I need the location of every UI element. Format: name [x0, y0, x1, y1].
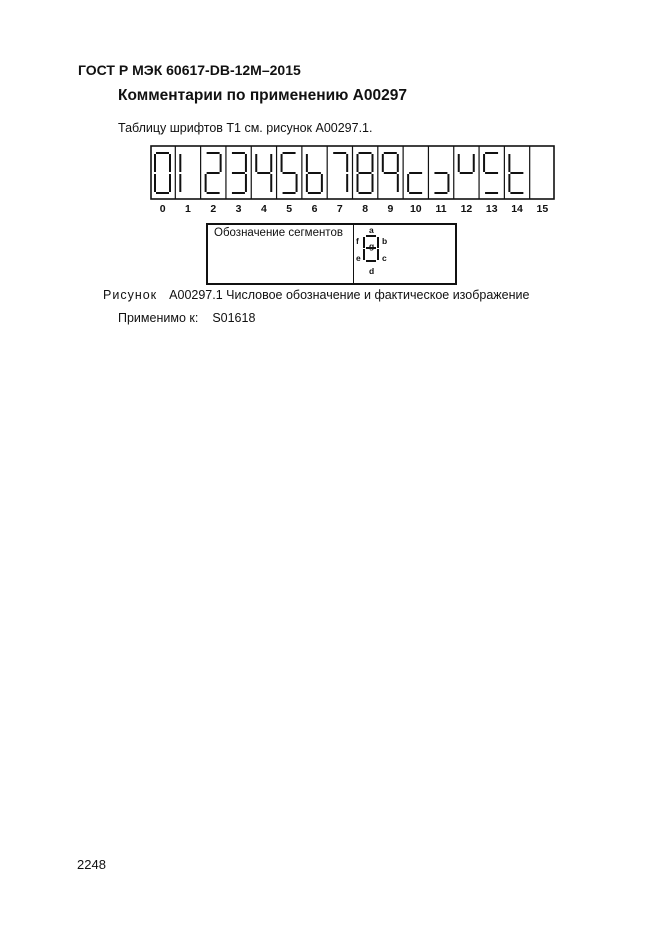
segment-legend — [206, 223, 457, 285]
digit-8-segment-g — [359, 172, 372, 174]
digit-13-segment-g — [485, 172, 498, 174]
applicability-label: Применимо к: — [118, 311, 199, 325]
digit-8-segment-a — [359, 152, 372, 154]
digit-2-segment-e — [205, 174, 207, 192]
digit-3-segment-a — [232, 152, 245, 154]
digit-5-segment-a — [283, 152, 296, 154]
digit-9-segment-g — [384, 172, 397, 174]
digit-14-segment-d — [510, 192, 523, 194]
digit-label: 13 — [485, 203, 498, 215]
digit-label: 2 — [210, 203, 217, 215]
digit-7-segment-a — [333, 152, 346, 154]
digit-3-segment-d — [232, 192, 245, 194]
digit-6-segment-e — [306, 174, 308, 192]
digit-label: 10 — [409, 203, 422, 215]
digit-label: 8 — [362, 203, 369, 215]
intro-text: Таблицу шрифтов Т1 см. рисунок A00297.1. — [118, 121, 373, 135]
digit-3-segment-b — [245, 154, 247, 172]
digit-8-segment-c — [372, 174, 374, 192]
digit-2-segment-a — [207, 152, 220, 154]
digit-14-segment-g — [510, 172, 523, 174]
digit-2-segment-b — [220, 154, 222, 172]
digit-7-segment-b — [346, 154, 348, 172]
digit-14-segment-e — [508, 174, 510, 192]
segment-label-e: e — [356, 253, 361, 263]
digit-4-segment-f — [255, 154, 257, 172]
digit-1-segment-f — [179, 154, 181, 172]
digit-13-segment-d — [485, 192, 498, 194]
section-title: Комментарии по применению A00297 — [118, 87, 407, 104]
digit-7-segment-c — [346, 174, 348, 192]
digit-2-segment-g — [207, 172, 220, 174]
segment-label-c: c — [382, 253, 387, 263]
digit-5-segment-f — [281, 154, 283, 172]
digit-label: 5 — [286, 203, 293, 215]
legend-caption: Обозначение сегментов — [214, 227, 343, 239]
digit-8-segment-d — [359, 192, 372, 194]
digit-3-segment-c — [245, 174, 247, 192]
digit-9-segment-c — [397, 174, 399, 192]
font-table-digits — [150, 145, 555, 200]
digit-10-segment-d — [409, 192, 422, 194]
segment-label-a: a — [369, 225, 374, 235]
digit-4-segment-b — [270, 154, 272, 172]
digit-3-segment-g — [232, 172, 245, 174]
digit-label: 0 — [159, 203, 166, 215]
digit-10-segment-e — [407, 174, 409, 192]
applicability — [118, 311, 255, 325]
digit-label: 7 — [336, 203, 343, 215]
digit-9-segment-a — [384, 152, 397, 154]
digit-0-segment-b — [169, 154, 171, 172]
segment-label-f: f — [356, 236, 359, 246]
digit-0-segment-f — [154, 154, 156, 172]
digit-9-segment-f — [382, 154, 384, 172]
figure-label: Рисунок — [103, 288, 158, 302]
digit-label: 15 — [536, 203, 549, 215]
digit-4-segment-g — [257, 172, 270, 174]
digit-5-segment-c — [296, 174, 298, 192]
digit-11-segment-d — [434, 192, 447, 194]
digit-10-segment-g — [409, 172, 422, 174]
digit-11-segment-g — [434, 172, 447, 174]
digit-14-segment-f — [508, 154, 510, 172]
digit-6-segment-g — [308, 172, 321, 174]
digit-0-segment-c — [169, 174, 171, 192]
digit-4-segment-c — [270, 174, 272, 192]
digit-13-segment-a — [485, 152, 498, 154]
digit-0-segment-a — [156, 152, 169, 154]
digit-label: 1 — [185, 203, 191, 215]
digit-9-segment-b — [397, 154, 399, 172]
figure-caption-text: A00297.1 Числовое обозначение и фактическое изображение — [169, 288, 530, 302]
segment-label-g: g — [369, 241, 375, 251]
digit-13-segment-f — [483, 154, 485, 172]
applicability-code: S01618 — [212, 311, 256, 325]
digit-12-segment-g — [460, 172, 473, 174]
figure-caption — [103, 288, 529, 302]
digit-label: 9 — [387, 203, 394, 215]
page-number: 2248 — [77, 857, 106, 872]
digit-0-segment-e — [154, 174, 156, 192]
digit-label: 11 — [435, 203, 447, 215]
digit-6-segment-d — [308, 192, 321, 194]
digit-8-segment-f — [357, 154, 359, 172]
digit-11-segment-c — [447, 174, 449, 192]
digit-label: 14 — [511, 203, 523, 215]
digit-8-segment-e — [357, 174, 359, 192]
standard-header: ГОСТ Р МЭК 60617-DB-12M–2015 — [78, 62, 301, 78]
legend-divider — [353, 225, 354, 283]
digit-label: 12 — [460, 203, 473, 215]
digit-label: 6 — [311, 203, 318, 215]
digit-12-segment-f — [458, 154, 460, 172]
digit-2-segment-d — [207, 192, 220, 194]
digit-8-segment-b — [372, 154, 374, 172]
segment-label-d: d — [369, 266, 375, 276]
digit-labels — [150, 203, 555, 217]
digit-5-segment-d — [283, 192, 296, 194]
digit-0-segment-d — [156, 192, 169, 194]
digit-6-segment-c — [321, 174, 323, 192]
segment-label-b: b — [382, 236, 388, 246]
digit-12-segment-b — [473, 154, 475, 172]
digit-6-segment-f — [306, 154, 308, 172]
digit-1-segment-e — [179, 174, 181, 192]
digit-label: 3 — [235, 203, 242, 215]
digit-label: 4 — [260, 203, 267, 215]
digit-5-segment-g — [283, 172, 296, 174]
